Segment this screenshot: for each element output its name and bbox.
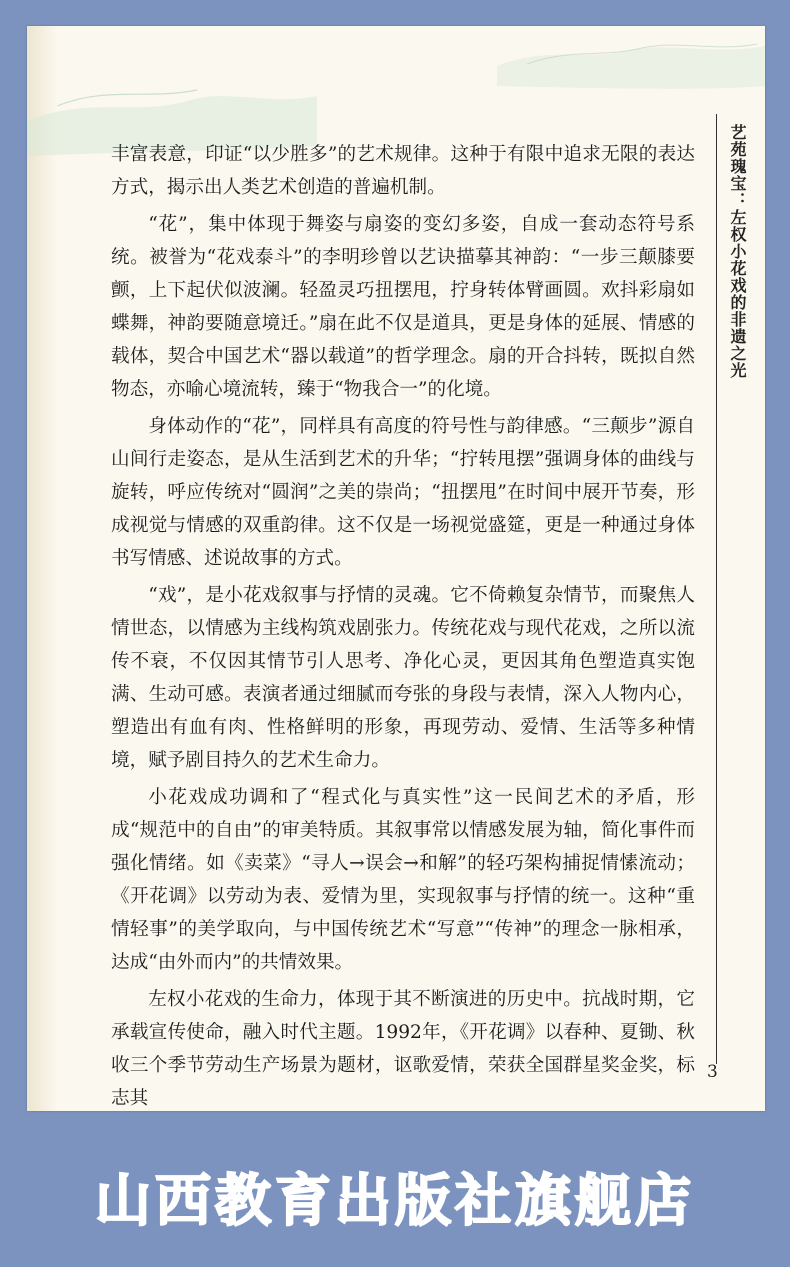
paragraph-1: 丰富表意，印证“以少胜多”的艺术规律。这种于有限中追求无限的表达方式，揭示出人类艺术创造的普遍机制。 [111,144,695,198]
store-banner [0,1111,790,1267]
page-number: 3 [707,1062,718,1082]
paragraph-5: 小花戏成功调和了“程式化与真实性”这一民间艺术的矛盾，形成“规范中的自由”的审美特质。其叙事常以情感发展为轴，简化事件而强化情绪。如《卖菜》“寻人→误会→和解”的轻巧架构捕捉情愫流动；《开花调》以劳动为表、爱情为里，实现叙事与抒情的统一。这种“重情轻事”的美学取向，与中国传统艺术“写意”“传神”的理念一脉相承，达成“由外而内”的共情效果。 [111,787,695,973]
paragraph-6: 左权小花戏的生命力，体现于其不断演进的历史中。抗战时期，它承载宣传使命，融入时代主题。1992年，《开花调》以春种、夏锄、秋收三个季节劳动生产场景为题材，讴歌爱情，荣获全国群星奖金奖，标志其 [111,989,695,1109]
paragraph-3: 身体动作的“花”，同样具有高度的符号性与韵律感。“三颠步”源自山间行走姿态，是从生活到艺术的升华；“拧转甩摆”强调身体的曲线与旋转，呼应传统对“圆润”之美的崇尚；“扭摆甩”在时间中展开节奏，形成视觉与情感的双重韵律。这不仅是一场视觉盛筵，更是一种通过身体书写情感、述说故事的方式。 [111,416,695,569]
paragraph-4: “戏”，是小花戏叙事与抒情的灵魂。它不倚赖复杂情节，而聚焦人情世态，以情感为主线构筑戏剧张力。传统花戏与现代花戏，之所以流传不衰，不仅因其情节引人思考、净化心灵，更因其角色塑造真实饱满、生动可感。表演者通过细腻而夸张的身段与表情，深入人物内心，塑造出有血有肉、性格鲜明的形象，再现劳动、爱情、生活等多种情境，赋予剧目持久的艺术生命力。 [111,585,695,771]
header-rule [716,114,717,1064]
book-page [27,26,765,1111]
store-name: 山西教育出版社旗舰店 [95,1169,695,1234]
paragraph-2: “花”，集中体现于舞姿与扇姿的变幻多姿，自成一套动态符号系统。被誉为“花戏泰斗”的李明珍曾以艺诀描摹其神韵：“一步三颠膝要颤，上下起伏似波澜。轻盈灵巧扭摆甩，拧身转体臂画圆。欢抖彩扇如蝶舞，神韵要随意境迁。”扇在此不仅是道具，更是身体的延展、情感的载体，契合中国艺术“器以载道”的哲学理念。扇的开合抖转，既拟自然物态，亦喻心境流转，臻于“物我合一”的化境。 [111,214,695,400]
running-header: 艺苑瑰宝：左权小花戏的非遗之光 [728,124,747,379]
article-body [111,138,695,1111]
